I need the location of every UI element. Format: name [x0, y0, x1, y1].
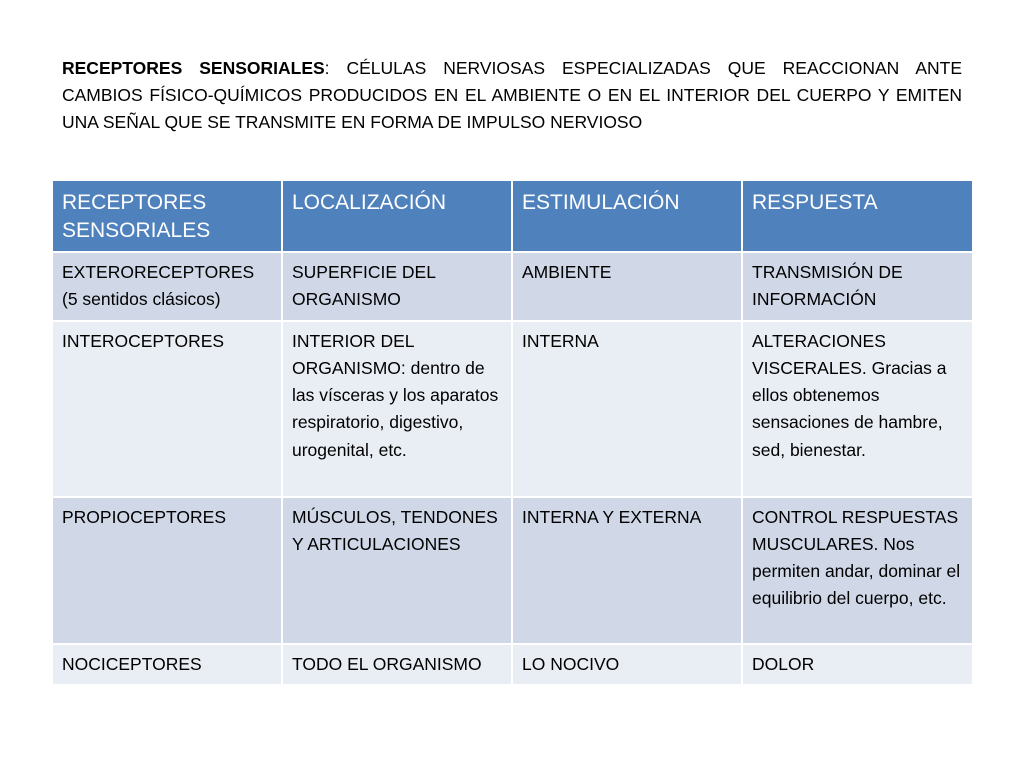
intro-paragraph	[62, 55, 962, 136]
table-header-row	[52, 180, 973, 252]
cell-estimulacion: AMBIENTE	[512, 252, 742, 321]
cell-respuesta: CONTROL RESPUESTAS MUSCULARES. Nos permiten andar, dominar el equilibrio del cuerpo, etc.	[742, 497, 973, 644]
cell-localizacion: MÚSCULOS, TENDONES Y ARTICULACIONES	[282, 497, 512, 644]
cell-receptor: NOCICEPTORES	[52, 644, 282, 685]
header-respuesta: RESPUESTA	[742, 180, 973, 252]
table-row	[52, 321, 973, 497]
table-row	[52, 252, 973, 321]
cell-localizacion: INTERIOR DEL ORGANISMO: dentro de las vísceras y los aparatos respiratorio, digestivo, urogenital, etc.	[282, 321, 512, 497]
table-row	[52, 497, 973, 644]
cell-respuesta: DOLOR	[742, 644, 973, 685]
cell-respuesta: TRANSMISIÓN DE INFORMACIÓN	[742, 252, 973, 321]
intro-definition: : CÉLULAS NERVIOSAS ESPECIALIZADAS QUE REACCIONAN ANTE CAMBIOS FÍSICO-QUÍMICOS PRODUCIDOS EN EL AMBIENTE O EN EL INTERIOR DEL CUERPO Y EMITEN UNA SEÑAL QUE SE TRANSMITE EN FORMA DE IMPULSO NERVIOSO	[62, 58, 962, 132]
header-receptores: RECEPTORES SENSORIALES	[52, 180, 282, 252]
cell-respuesta: ALTERACIONES VISCERALES. Gracias a ellos obtenemos sensaciones de hambre, sed, bienestar.	[742, 321, 973, 497]
cell-localizacion: SUPERFICIE DEL ORGANISMO	[282, 252, 512, 321]
cell-estimulacion: INTERNA	[512, 321, 742, 497]
cell-receptor: INTEROCEPTORES	[52, 321, 282, 497]
header-localizacion: LOCALIZACIÓN	[282, 180, 512, 252]
header-estimulacion: ESTIMULACIÓN	[512, 180, 742, 252]
cell-receptor: PROPIOCEPTORES	[52, 497, 282, 644]
table-row	[52, 644, 973, 685]
cell-estimulacion: LO NOCIVO	[512, 644, 742, 685]
receptors-table	[51, 179, 974, 686]
cell-estimulacion: INTERNA Y EXTERNA	[512, 497, 742, 644]
cell-receptor: EXTERORECEPTORES (5 sentidos clásicos)	[52, 252, 282, 321]
intro-term: RECEPTORES SENSORIALES	[62, 58, 325, 78]
cell-localizacion: TODO EL ORGANISMO	[282, 644, 512, 685]
